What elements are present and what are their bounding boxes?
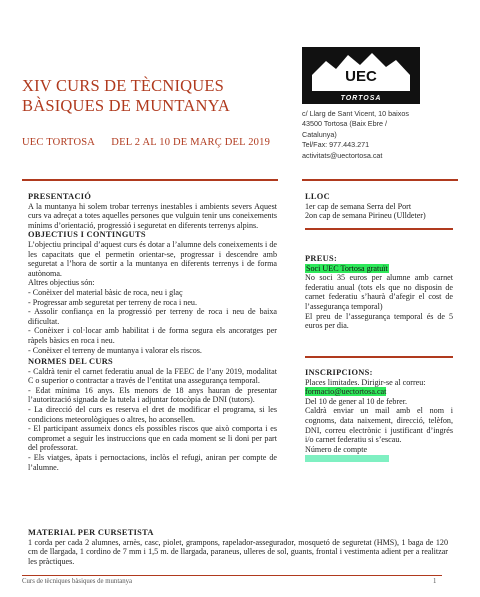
lloc-section [305, 192, 453, 221]
material-section [28, 528, 448, 566]
objectius-item: - Conèixer i col·locar amb habilitat i de forma segura els ancoratges per ràpels bàsics en roca i neu. [28, 326, 277, 345]
title-line-1: XIV CURS DE TÈCNIQUES [22, 76, 225, 95]
address-line: Catalunya) [302, 129, 337, 139]
inscripcions-text: Caldrà enviar un mail amb el nom i cognoms, data naixement, direcció, telèfon, DNI, correu electrònic i justificant d’ingrés i/o carnet federatiu si s’escau. [305, 406, 453, 445]
left-column [28, 192, 277, 472]
preus-divider [305, 356, 453, 358]
inscripcions-dates: Del 10 de gener al 10 de febrer. [305, 396, 408, 406]
normes-heading: NORMES DEL CURS [28, 357, 114, 367]
normes-item: - La direcció del curs es reserva el dret de modificar el programa, si les condicions meteorològiques o altres, ho aconsellen. [28, 405, 277, 424]
account-number-redacted [305, 455, 389, 462]
address-email: activitats@uectortosa.cat [302, 150, 383, 160]
objectius-item: - Conèixer del material bàsic de roca, neu i glaç [28, 287, 183, 297]
lloc-heading: LLOC [305, 192, 330, 201]
lloc-line: 1er cap de semana Serra del Port [305, 201, 412, 211]
objectius-others: Altres objectius són: [28, 278, 95, 288]
subtitle-dates: DEL 2 AL 10 DE MARÇ DEL 2019 [111, 137, 271, 148]
inscripcions-section [305, 368, 453, 464]
divider-left [22, 179, 278, 181]
page-subtitle [22, 137, 270, 148]
page-number: 1 [433, 578, 437, 585]
address-line: 43500 Tortosa (Baix Ebre / [302, 119, 387, 129]
preus-heading: PREUS: [305, 254, 338, 263]
address-block [302, 109, 452, 161]
inscripcions-heading: INSCRIPCIONS: [305, 368, 373, 377]
divider-right [302, 179, 458, 181]
normes-item: - Edat mínima 16 anys. Els menors de 18 anys hauran de presentar l’autorització signada de la tutela i adjuntar fotocòpia de DNI (tutors). [28, 385, 277, 405]
title-line-2: BÀSIQUES DE MUNTANYA [22, 96, 231, 115]
lloc-divider [305, 228, 453, 230]
normes-item: - Els viatges, àpats i pernoctacions, inclòs el refugi, aniran per compte de l’alumne. [28, 453, 277, 472]
inscripcions-email-link[interactable]: formacio@uectortosa.cat [305, 387, 387, 397]
preus-highlight: Soci UEC Tortosa gratuït [306, 263, 388, 273]
uec-logo [302, 47, 420, 104]
preus-text-2: El preu de l’assegurança temporal és de 5 euros per dia. [305, 311, 453, 331]
inscripcions-line: Places limitades. Dirigir-se al correu: [305, 377, 426, 387]
normes-item: - El participant assumeix doncs els possibles riscos que això comporta i es compromet a seguir les instruccions que en cada moment se li doni per part del professorat. [28, 424, 277, 453]
footer-text: Curs de tècniques bàsiques de muntanya [22, 578, 133, 585]
lloc-line: 2on cap de semana Pirineu (Ulldeter) [305, 211, 426, 221]
address-phone: Tel/Fax: 977.443.271 [302, 140, 370, 150]
logo-caption: TORTOSA [340, 95, 382, 102]
preus-text: No soci 35 euros per alumne amb carnet federatiu anual (tots els que no disposin de carnet federatiu s’haurà d’afegir el cost de l’assegurança temporal) [305, 273, 453, 311]
account-label: Número de compte [305, 444, 368, 454]
subtitle-org: UEC TORTOSA [22, 137, 95, 148]
logo-letters: UEC [345, 68, 377, 85]
footer-divider [22, 575, 442, 576]
objectius-heading: OBJECTIUS I CONTINGUTS [28, 230, 146, 240]
presentacio-text: A la muntanya hi solem trobar terrenys inestables i ambients severs Aquest curs va adreçat a totes aquelles persones que vulguin tenir uns coneixements mínims d’orientació, progressió i seguretat en diferents terrenys alpins. [28, 201, 277, 230]
material-text: 1 corda per cada 2 alumnes, arnès, casc, piolet, grampons, rapelador-assegurador, mosquetó de seguretat (HMS), 1 baga de 120 cm de llargada, 1 cordino de 7 mm i 1,5 m. de llargada, paraneus, ulleres de sol, guants, frontal i vestimenta adient per a realitzar les pràctiques. [28, 537, 448, 566]
address-line: c/ Llarg de Sant Vicent, 10 baixos [302, 109, 409, 118]
page-title [22, 76, 292, 116]
objectius-intro: L’objectiu principal d’aquest curs és dotar a l’alumne dels coneixements i de les capacitats que el permetin orientar-se, progressar i descendre amb seguretat a l’hora de sortir a la muntanya en diferents terrenys i de forma autònoma. [28, 239, 277, 278]
normes-item: - Caldrà tenir el carnet federatiu anual de la FEEC de l’any 2019, modalitat C o superior o contractar a través de l’entitat una assegurança temporal. [28, 366, 277, 386]
material-heading: MATERIAL PER CURSETISTA [28, 528, 154, 537]
presentacio-heading: PRESENTACIÓ [28, 192, 92, 201]
preus-section [305, 254, 453, 331]
objectius-item: - Assolir confiança en la progressió per terreny de roca i neu de baixa dificultat. [28, 307, 277, 326]
objectius-item: - Conèixer el terreny de muntanya i valorar els riscos. [28, 345, 202, 355]
objectius-item: - Progressar amb seguretat per terreny de roca i neu. [28, 297, 197, 307]
